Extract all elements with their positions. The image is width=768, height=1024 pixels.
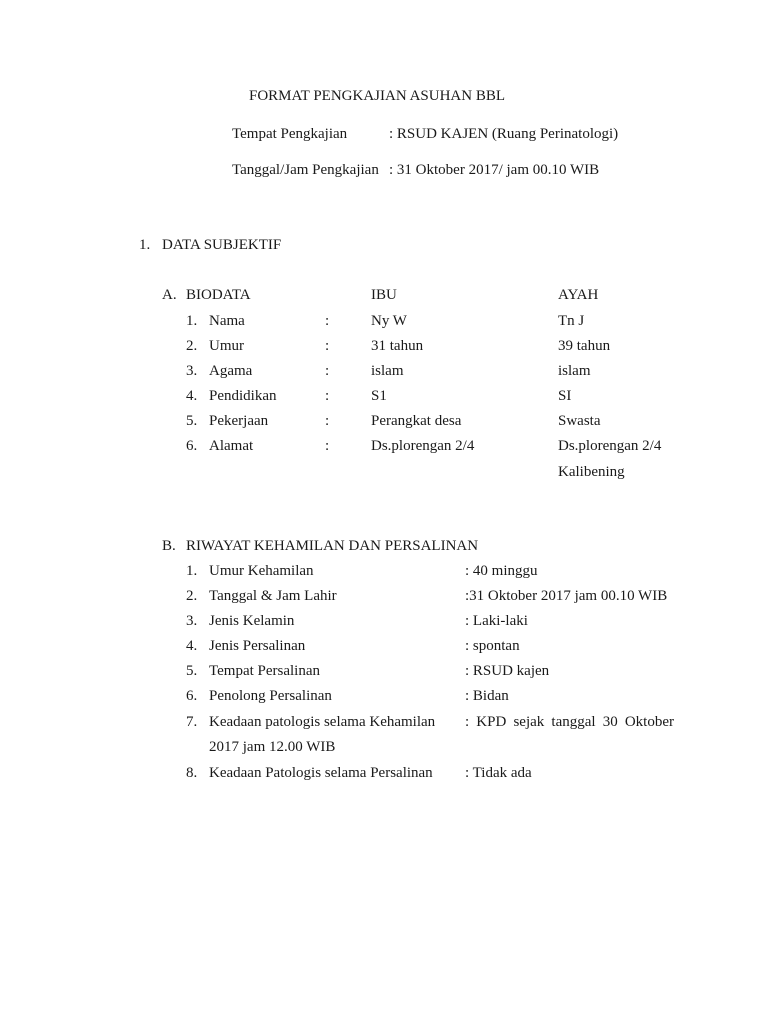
row-label: Agama [209, 363, 253, 379]
item-label: Jenis Persalinan [209, 638, 306, 654]
row-colon: : [325, 313, 330, 329]
row-number: 5. [186, 413, 198, 429]
row-ibu-value: Ny W [371, 313, 407, 329]
item-number: 7. [186, 714, 198, 730]
item-label: Umur Kehamilan [209, 563, 314, 579]
item-label: Jenis Kelamin [209, 613, 295, 629]
row-label: Pendidikan [209, 388, 277, 404]
row-number: 2. [186, 338, 198, 354]
row-ayah-value-continuation: Kalibening [558, 464, 625, 480]
item-number: 6. [186, 688, 198, 704]
item-value: : Laki-laki [465, 613, 528, 629]
biodata-title: BIODATA [186, 287, 251, 303]
date-value: : 31 Oktober 2017/ jam 00.10 WIB [389, 162, 600, 178]
row-ibu-value: Perangkat desa [371, 413, 462, 429]
biodata-col-ibu: IBU [371, 287, 397, 303]
row-ayah-value: Ds.plorengan 2/4 [558, 438, 662, 454]
item-value: : Tidak ada [465, 765, 532, 781]
item-label: Tempat Persalinan [209, 663, 320, 679]
row-label: Nama [209, 313, 245, 329]
item-value: :31 Oktober 2017 jam 00.10 WIB [465, 588, 668, 604]
row-number: 3. [186, 363, 198, 379]
row-colon: : [325, 363, 330, 379]
row-ayah-value: 39 tahun [558, 338, 611, 354]
item-value: : RSUD kajen [465, 663, 550, 679]
item-number: 2. [186, 588, 198, 604]
row-ayah-value: Swasta [558, 413, 601, 429]
section-number: 1. [139, 237, 151, 253]
row-colon: : [325, 388, 330, 404]
row-number: 1. [186, 313, 198, 329]
item-number: 5. [186, 663, 198, 679]
riwayat-letter: B. [162, 538, 176, 554]
biodata-col-ayah: AYAH [558, 287, 599, 303]
row-ayah-value: SI [558, 388, 572, 404]
row-colon: : [325, 438, 330, 454]
item-label: Keadaan patologis selama Kehamilan [209, 714, 436, 730]
item-label: Tanggal & Jam Lahir [209, 588, 337, 604]
item-number: 8. [186, 765, 198, 781]
row-ibu-value: Ds.plorengan 2/4 [371, 438, 475, 454]
row-label: Pekerjaan [209, 413, 269, 429]
row-colon: : [325, 338, 330, 354]
item-value: : Bidan [465, 688, 509, 704]
row-ibu-value: islam [371, 363, 404, 379]
row-colon: : [325, 413, 330, 429]
row-label: Alamat [209, 438, 254, 454]
place-label: Tempat Pengkajian [232, 126, 348, 142]
item-number: 3. [186, 613, 198, 629]
item-value-continuation: 2017 jam 12.00 WIB [209, 739, 336, 755]
biodata-letter: A. [162, 287, 177, 303]
row-ibu-value: 31 tahun [371, 338, 424, 354]
item-value: : KPD sejak tanggal 30 Oktober [465, 714, 674, 730]
item-number: 1. [186, 563, 198, 579]
item-number: 4. [186, 638, 198, 654]
item-value: : 40 minggu [465, 563, 538, 579]
document-title: FORMAT PENGKAJIAN ASUHAN BBL [249, 88, 506, 104]
row-ayah-value: islam [558, 363, 591, 379]
place-value: : RSUD KAJEN (Ruang Perinatologi) [389, 126, 619, 142]
row-ibu-value: S1 [371, 388, 387, 404]
row-number: 6. [186, 438, 198, 454]
row-label: Umur [209, 338, 244, 354]
row-ayah-value: Tn J [558, 313, 585, 329]
riwayat-title: RIWAYAT KEHAMILAN DAN PERSALINAN [186, 538, 479, 554]
section-title: DATA SUBJEKTIF [162, 237, 282, 253]
date-label: Tanggal/Jam Pengkajian [232, 162, 379, 178]
row-number: 4. [186, 388, 198, 404]
item-value: : spontan [465, 638, 520, 654]
item-label: Penolong Persalinan [209, 688, 332, 704]
item-label: Keadaan Patologis selama Persalinan [209, 765, 433, 781]
